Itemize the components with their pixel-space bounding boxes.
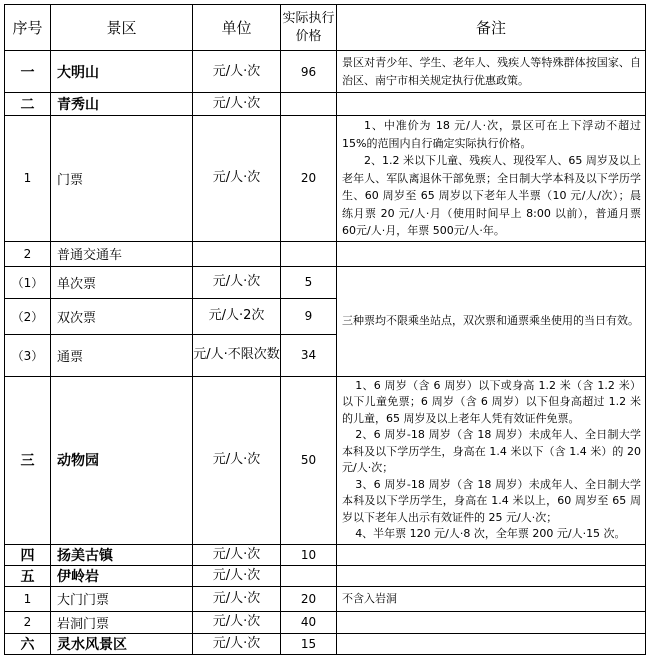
row-price: 10 <box>281 544 337 565</box>
row-unit: 元/人·次 <box>193 116 281 242</box>
table-row <box>5 376 646 544</box>
row-unit: 元/人·次 <box>193 611 281 633</box>
header-seq: 序号 <box>5 5 51 51</box>
row-note <box>337 241 646 266</box>
table-row <box>5 266 646 298</box>
row-seq: 五 <box>5 565 51 586</box>
header-price: 实际执行价格 <box>281 5 337 51</box>
row-price: 5 <box>281 266 337 298</box>
row-seq: （3） <box>5 334 51 376</box>
row-seq: 2 <box>5 241 51 266</box>
table-row <box>5 586 646 611</box>
header-row <box>5 5 646 51</box>
row-seq: 四 <box>5 544 51 565</box>
row-name: 伊岭岩 <box>51 565 193 586</box>
row-note <box>337 565 646 586</box>
row-unit: 元/人·次 <box>193 586 281 611</box>
row-note <box>337 633 646 654</box>
row-seq: 三 <box>5 376 51 544</box>
row-name: 单次票 <box>51 266 193 298</box>
row-name: 扬美古镇 <box>51 544 193 565</box>
row-seq: 2 <box>5 611 51 633</box>
header-note: 备注 <box>337 5 646 51</box>
table-row <box>5 544 646 565</box>
row-unit: 元/人·2次 <box>193 298 281 334</box>
row-unit: 元/人·次 <box>193 376 281 544</box>
row-unit: 元/人·次 <box>193 93 281 116</box>
row-note <box>337 93 646 116</box>
row-price: 50 <box>281 376 337 544</box>
header-scenic: 景区 <box>51 5 193 51</box>
row-note <box>337 544 646 565</box>
header-unit: 单位 <box>193 5 281 51</box>
row-price: 15 <box>281 633 337 654</box>
row-name: 普通交通车 <box>51 241 193 266</box>
row-price <box>281 241 337 266</box>
row-name: 动物园 <box>51 376 193 544</box>
row-unit: 元/人·次 <box>193 51 281 93</box>
row-unit: 元/人·次 <box>193 633 281 654</box>
row-price: 20 <box>281 586 337 611</box>
row-price: 9 <box>281 298 337 334</box>
row-seq: （1） <box>5 266 51 298</box>
row-seq: 一 <box>5 51 51 93</box>
row-name: 岩洞门票 <box>51 611 193 633</box>
row-price <box>281 93 337 116</box>
row-name: 门票 <box>51 116 193 242</box>
row-name: 大明山 <box>51 51 193 93</box>
row-note: 不含入岩洞 <box>337 586 646 611</box>
row-name: 青秀山 <box>51 93 193 116</box>
row-name: 双次票 <box>51 298 193 334</box>
bus-note: 三种票均不限乘坐站点，双次票和通票乘坐使用的当日有效。 <box>337 266 646 376</box>
row-unit <box>193 241 281 266</box>
row-name: 灵水风景区 <box>51 633 193 654</box>
row-price: 34 <box>281 334 337 376</box>
row-unit: 元/人·不限次数 <box>193 334 281 376</box>
row-seq: （2） <box>5 298 51 334</box>
row-name: 大门门票 <box>51 586 193 611</box>
row-note: 1、中准价为 18 元/人·次，景区可在上下浮动不超过15%的范围内自行确定实际执行价格。 2、1.2 米以下儿童、残疾人、现役军人、65 周岁及以上老年人、军队离退休干部免票；全日制大学本科及以下学历学生、60 周岁至 65 周岁以下老年人半票（10 元/人/次）；晨练月票 20 元/人·月（使用时间早上 8:00 以前），普通月票 60元/人·月，年票 500元/人·年。 <box>337 116 646 242</box>
row-unit: 元/人·次 <box>193 266 281 298</box>
row-seq: 二 <box>5 93 51 116</box>
row-note <box>337 611 646 633</box>
table-row <box>5 93 646 116</box>
row-price: 20 <box>281 116 337 242</box>
row-unit: 元/人·次 <box>193 565 281 586</box>
row-unit: 元/人·次 <box>193 544 281 565</box>
table-row <box>5 565 646 586</box>
row-note: 景区对青少年、学生、老年人、残疾人等特殊群体按国家、自治区、南宁市相关规定执行优惠政策。 <box>337 51 646 93</box>
table-row <box>5 241 646 266</box>
row-seq: 1 <box>5 116 51 242</box>
table-row <box>5 611 646 633</box>
row-price: 40 <box>281 611 337 633</box>
table-row <box>5 633 646 654</box>
row-price: 96 <box>281 51 337 93</box>
row-seq: 1 <box>5 586 51 611</box>
fee-table <box>4 4 646 655</box>
table-row <box>5 51 646 93</box>
table-row <box>5 116 646 242</box>
row-seq: 六 <box>5 633 51 654</box>
row-price <box>281 565 337 586</box>
row-name: 通票 <box>51 334 193 376</box>
row-note: 1、6 周岁（含 6 周岁）以下或身高 1.2 米（含 1.2 米）以下儿童免票；6 周岁（含 6 周岁）以下但身高超过 1.2 米的儿童，65 周岁及以上老年人凭有效证件免票。 2、6 周岁-18 周岁（含 18 周岁）未成年人、全日制大学本科及以下学历学生，身高在 1.4 米以下（含 1.4 米）的 20 元/人·次； 3、6 周岁-18 周岁（含 18 周岁）未成年人、全日制大学本科及以下学历学生，身高在 1.4 米以上，60 周岁至 65 周岁以下老年人出示有效证件的 25 元/人·次； 4、半年票 120 元/人·8 次，全年票 200 元/人·15 次。 <box>337 376 646 544</box>
